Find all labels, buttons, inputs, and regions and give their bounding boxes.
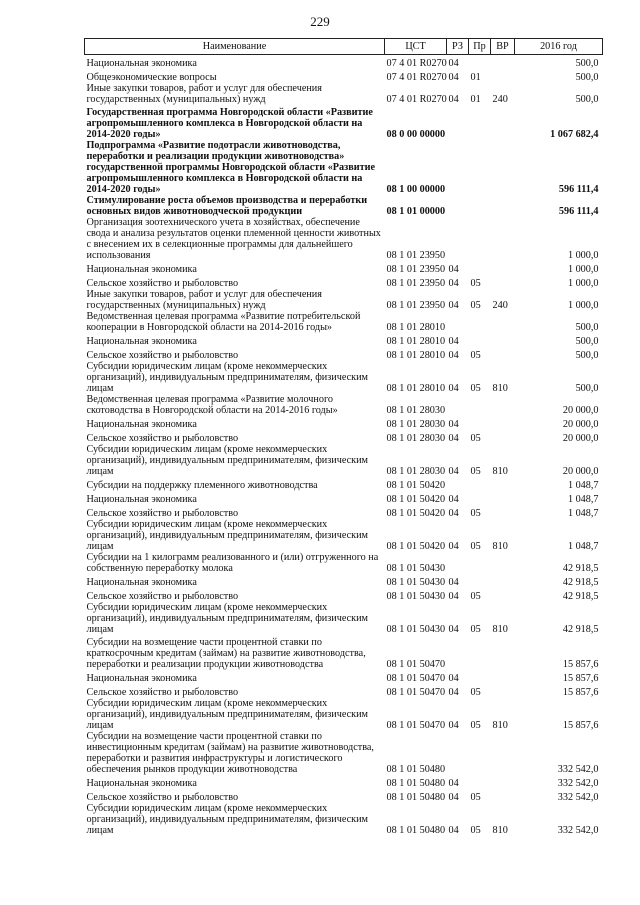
row-name: Субсидии юридическим лицам (кроме некоммерческих организаций), индивидуальным предпринимателям, физическим лицам (86, 803, 368, 836)
table-row (85, 347, 603, 361)
row-rz: 04 (448, 278, 459, 289)
row-name: Субсидии юридическим лицам (кроме некоммерческих организаций), индивидуальным предпринимателям, физическим лицам (86, 361, 368, 394)
row-vr: 810 (492, 466, 508, 477)
row-cst: 08 1 01 23950 (386, 264, 446, 275)
row-vr: 810 (492, 720, 508, 731)
row-name: Стимулирование роста объемов производства и переработки основных видов животноводческой продукции (86, 195, 368, 217)
row-sum: 15 857,6 (562, 673, 599, 684)
row-rz: 04 (448, 577, 459, 588)
row-vr (491, 394, 515, 416)
row-pr (469, 731, 491, 775)
row-vr: 240 (492, 94, 508, 105)
table-row (85, 519, 603, 552)
row-name: Сельское хозяйство и рыболовство (86, 508, 239, 519)
row-vr (491, 731, 515, 775)
table-row (85, 574, 603, 588)
row-rz: 04 (448, 350, 459, 361)
row-pr (469, 140, 491, 195)
row-name: Подпрограмма «Развитие подотрасли животноводства, переработки и реализации продукции животноводства» государственной программы Новгородской области «Развитие агропромышленного комплекса в Новгородской области на 2014-2020 годы» (86, 140, 375, 195)
table-row (85, 83, 603, 105)
row-name: Субсидии юридическим лицам (кроме некоммерческих организаций), индивидуальным предпринимателям, физическим лицам (86, 444, 368, 477)
row-vr (491, 217, 515, 261)
row-cst: 08 1 01 50480 (386, 825, 446, 836)
table-row (85, 684, 603, 698)
row-rz: 04 (448, 72, 459, 83)
row-cst: 08 1 01 28030 (386, 466, 446, 477)
row-rz: 04 (448, 264, 459, 275)
row-cst: 08 1 01 50470 (386, 720, 446, 731)
row-sum: 332 542,0 (557, 764, 599, 775)
row-cst: 08 1 01 28030 (386, 405, 446, 416)
row-vr (491, 775, 515, 789)
row-rz: 04 (448, 300, 459, 311)
row-rz: 04 (448, 541, 459, 552)
row-vr (491, 275, 515, 289)
header-vr: ВР (491, 39, 515, 55)
row-sum: 15 857,6 (562, 687, 599, 698)
table-row (85, 670, 603, 684)
table-row (85, 775, 603, 789)
row-sum: 1 000,0 (567, 300, 599, 311)
row-pr: 05 (470, 591, 481, 602)
row-pr (469, 55, 491, 70)
row-name: Иные закупки товаров, работ и услуг для обеспечения государственных (муниципальных) нужд (86, 289, 322, 311)
row-rz (447, 105, 469, 140)
row-rz (447, 394, 469, 416)
table-row (85, 635, 603, 670)
row-vr (491, 635, 515, 670)
table-header-row (85, 39, 603, 55)
page-number: 229 (310, 14, 330, 29)
row-sum: 500,0 (575, 350, 599, 361)
row-sum: 15 857,6 (562, 659, 599, 670)
row-rz: 04 (448, 94, 459, 105)
row-vr (491, 789, 515, 803)
row-vr: 240 (492, 300, 508, 311)
row-cst: 08 0 00 00000 (386, 129, 446, 140)
row-name: Субсидии юридическим лицам (кроме некоммерческих организаций), индивидуальным предпринимателям, физическим лицам (86, 602, 368, 635)
row-name: Субсидии на возмещение части процентной ставки по инвестиционным кредитам (займам) на развитие животноводства, переработки и развития инфраструктуры и логистического обеспечения рынков продукции животноводства (86, 731, 374, 775)
table-row (85, 333, 603, 347)
row-cst: 08 1 01 50480 (386, 778, 446, 789)
row-pr (469, 491, 491, 505)
row-pr: 05 (470, 825, 481, 836)
row-rz (447, 635, 469, 670)
table-row (85, 69, 603, 83)
table-row (85, 602, 603, 635)
row-name: Организация зоотехнического учета в хозяйствах, обеспечение свода и анализа результатов оценки племенной ценности животных с внесением их в селекционные программы для дальнейшего использования (86, 217, 381, 261)
row-rz: 04 (448, 792, 459, 803)
row-pr (469, 261, 491, 275)
row-rz (447, 477, 469, 491)
row-vr (491, 552, 515, 574)
row-cst: 08 1 01 50430 (386, 577, 446, 588)
row-rz: 04 (448, 673, 459, 684)
row-sum: 20 000,0 (562, 419, 599, 430)
row-pr (469, 477, 491, 491)
table-row (85, 361, 603, 394)
row-cst: 07 4 01 R0270 (386, 58, 447, 69)
row-cst: 08 1 01 00000 (386, 206, 446, 217)
row-vr: 810 (492, 383, 508, 394)
row-sum: 1 067 682,4 (550, 129, 599, 140)
row-cst: 08 1 01 28030 (386, 433, 446, 444)
row-rz: 04 (448, 687, 459, 698)
row-pr (469, 670, 491, 684)
row-pr (469, 635, 491, 670)
table-row (85, 261, 603, 275)
row-name: Субсидии юридическим лицам (кроме некоммерческих организаций), индивидуальным предпринимателям, физическим лицам (86, 698, 368, 731)
row-rz (447, 552, 469, 574)
row-rz: 04 (448, 433, 459, 444)
row-rz: 04 (448, 778, 459, 789)
row-pr: 05 (470, 508, 481, 519)
row-name: Иные закупки товаров, работ и услуг для обеспечения государственных (муниципальных) нужд (86, 83, 322, 105)
row-vr: 810 (492, 624, 508, 635)
row-rz: 04 (448, 494, 459, 505)
row-vr (491, 416, 515, 430)
header-rz: РЗ (447, 39, 469, 55)
row-name: Сельское хозяйство и рыболовство (86, 792, 239, 803)
row-name: Субсидии на возмещение части процентной ставки по краткосрочным кредитам (займам) на развитие животноводства, переработки и реализации продукции животноводства (86, 637, 366, 670)
row-name: Ведомственная целевая программа «Развитие потребительской кооперации в Новгородской области на 2014-2016 годы» (86, 311, 361, 333)
row-sum: 596 111,4 (558, 184, 599, 195)
table-row (85, 803, 603, 836)
header-name: Наименование (85, 39, 385, 55)
row-vr (491, 574, 515, 588)
table-row (85, 217, 603, 261)
row-pr: 05 (470, 300, 481, 311)
row-pr (469, 105, 491, 140)
row-name: Национальная экономика (86, 577, 197, 588)
row-sum: 42 918,5 (562, 577, 599, 588)
row-sum: 500,0 (575, 58, 599, 69)
table-row (85, 588, 603, 602)
row-pr (469, 775, 491, 789)
row-cst: 08 1 01 50420 (386, 480, 446, 491)
row-cst: 07 4 01 R0270 (386, 94, 447, 105)
row-cst: 08 1 01 28010 (386, 336, 446, 347)
row-name: Национальная экономика (86, 58, 197, 69)
row-vr (491, 311, 515, 333)
row-sum: 1 000,0 (567, 250, 599, 261)
row-rz: 04 (448, 383, 459, 394)
row-rz (447, 731, 469, 775)
row-name: Субсидии юридическим лицам (кроме некоммерческих организаций), индивидуальным предпринимателям, физическим лицам (86, 519, 368, 552)
row-sum: 42 918,5 (562, 591, 599, 602)
row-vr (491, 333, 515, 347)
row-cst: 08 1 01 28010 (386, 322, 446, 333)
row-vr (491, 195, 515, 217)
row-sum: 20 000,0 (562, 405, 599, 416)
row-vr (491, 69, 515, 83)
row-sum: 1 048,7 (567, 541, 599, 552)
row-cst: 08 1 01 50470 (386, 687, 446, 698)
row-pr (469, 217, 491, 261)
row-pr: 05 (470, 433, 481, 444)
row-sum: 596 111,4 (558, 206, 599, 217)
table-row (85, 505, 603, 519)
row-sum: 332 542,0 (557, 778, 599, 789)
header-pr: Пр (469, 39, 491, 55)
row-rz: 04 (448, 624, 459, 635)
row-sum: 42 918,5 (562, 563, 599, 574)
row-pr: 05 (470, 278, 481, 289)
row-sum: 332 542,0 (557, 792, 599, 803)
row-cst: 08 1 00 00000 (386, 184, 446, 195)
row-pr: 01 (470, 72, 481, 83)
row-pr: 05 (470, 720, 481, 731)
row-sum: 1 048,7 (567, 508, 599, 519)
row-name: Сельское хозяйство и рыболовство (86, 433, 239, 444)
row-cst: 07 4 01 R0270 (386, 72, 447, 83)
row-pr: 01 (470, 94, 481, 105)
row-vr (491, 670, 515, 684)
table-row (85, 140, 603, 195)
row-pr: 05 (470, 687, 481, 698)
row-rz: 04 (448, 591, 459, 602)
row-name: Сельское хозяйство и рыболовство (86, 350, 239, 361)
row-vr: 810 (492, 825, 508, 836)
row-sum: 500,0 (575, 322, 599, 333)
row-sum: 1 000,0 (567, 278, 599, 289)
table-row (85, 55, 603, 70)
row-sum: 20 000,0 (562, 433, 599, 444)
row-name: Субсидии на 1 килограмм реализованного и (или) отгруженного на собственную переработку молока (86, 552, 379, 574)
table-row (85, 195, 603, 217)
row-sum: 500,0 (575, 383, 599, 394)
row-rz: 04 (448, 419, 459, 430)
table-row (85, 789, 603, 803)
table-row (85, 491, 603, 505)
row-name: Общеэкономические вопросы (86, 72, 217, 83)
row-name: Национальная экономика (86, 264, 197, 275)
row-sum: 42 918,5 (562, 624, 599, 635)
table-row (85, 552, 603, 574)
row-name: Субсидии на поддержку племенного животноводства (86, 480, 318, 491)
row-name: Национальная экономика (86, 494, 197, 505)
row-rz: 04 (448, 58, 459, 69)
row-cst: 08 1 01 50480 (386, 792, 446, 803)
table-row (85, 698, 603, 731)
row-pr: 05 (470, 792, 481, 803)
row-cst: 08 1 01 50420 (386, 508, 446, 519)
row-rz: 04 (448, 825, 459, 836)
row-name: Ведомственная целевая программа «Развитие молочного скотоводства в Новгородской области на 2014-2016 годы» (86, 394, 338, 416)
row-vr (491, 505, 515, 519)
row-cst: 08 1 01 50430 (386, 563, 446, 574)
row-name: Сельское хозяйство и рыболовство (86, 687, 239, 698)
row-rz (447, 195, 469, 217)
row-pr: 05 (470, 466, 481, 477)
row-cst: 08 1 01 23950 (386, 300, 446, 311)
row-cst: 08 1 01 50470 (386, 673, 446, 684)
row-vr (491, 684, 515, 698)
row-cst: 08 1 01 50430 (386, 591, 446, 602)
row-pr: 05 (470, 541, 481, 552)
row-rz (447, 140, 469, 195)
row-sum: 500,0 (575, 94, 599, 105)
row-cst: 08 1 01 50420 (386, 541, 446, 552)
row-vr (491, 261, 515, 275)
row-vr (491, 430, 515, 444)
row-sum: 500,0 (575, 336, 599, 347)
row-pr: 05 (470, 624, 481, 635)
row-rz: 04 (448, 336, 459, 347)
table-body (85, 55, 603, 837)
row-rz: 04 (448, 466, 459, 477)
row-name: Национальная экономика (86, 419, 197, 430)
row-cst: 08 1 01 23950 (386, 250, 446, 261)
row-sum: 1 048,7 (567, 494, 599, 505)
row-sum: 332 542,0 (557, 825, 599, 836)
row-cst: 08 1 01 50470 (386, 659, 446, 670)
table-row (85, 416, 603, 430)
row-cst: 08 1 01 50480 (386, 764, 446, 775)
row-name: Государственная программа Новгородской области «Развитие агропромышленного комплекса в Новгородской области на 2014-2020 годы» (86, 107, 373, 140)
row-vr (491, 347, 515, 361)
row-sum: 1 000,0 (567, 264, 599, 275)
row-pr (469, 195, 491, 217)
row-sum: 500,0 (575, 72, 599, 83)
row-cst: 08 1 01 28030 (386, 419, 446, 430)
row-rz (447, 311, 469, 333)
row-cst: 08 1 01 28010 (386, 383, 446, 394)
header-sum: 2016 год (515, 39, 603, 55)
budget-table (84, 38, 603, 836)
row-vr: 810 (492, 541, 508, 552)
table-row (85, 105, 603, 140)
row-cst: 08 1 01 28010 (386, 350, 446, 361)
row-pr (469, 574, 491, 588)
row-cst: 08 1 01 23950 (386, 278, 446, 289)
row-vr (491, 491, 515, 505)
row-pr: 05 (470, 383, 481, 394)
table-row (85, 289, 603, 311)
row-vr (491, 477, 515, 491)
row-name: Сельское хозяйство и рыболовство (86, 591, 239, 602)
row-cst: 08 1 01 50430 (386, 624, 446, 635)
row-pr (469, 311, 491, 333)
row-vr (491, 140, 515, 195)
row-pr (469, 394, 491, 416)
row-name: Национальная экономика (86, 673, 197, 684)
row-name: Сельское хозяйство и рыболовство (86, 278, 239, 289)
table-row (85, 477, 603, 491)
row-vr (491, 105, 515, 140)
table-row (85, 275, 603, 289)
row-rz: 04 (448, 508, 459, 519)
row-name: Национальная экономика (86, 336, 197, 347)
table-row (85, 731, 603, 775)
row-sum: 20 000,0 (562, 466, 599, 477)
table-row (85, 444, 603, 477)
table-row (85, 311, 603, 333)
row-pr (469, 416, 491, 430)
row-rz: 04 (448, 720, 459, 731)
row-pr: 05 (470, 350, 481, 361)
row-vr (491, 588, 515, 602)
row-sum: 15 857,6 (562, 720, 599, 731)
header-cst: ЦСТ (385, 39, 447, 55)
row-pr (469, 552, 491, 574)
table-row (85, 394, 603, 416)
row-vr (491, 55, 515, 70)
row-cst: 08 1 01 50420 (386, 494, 446, 505)
row-pr (469, 333, 491, 347)
row-sum: 1 048,7 (567, 480, 599, 491)
row-rz (447, 217, 469, 261)
row-name: Национальная экономика (86, 778, 197, 789)
table-row (85, 430, 603, 444)
